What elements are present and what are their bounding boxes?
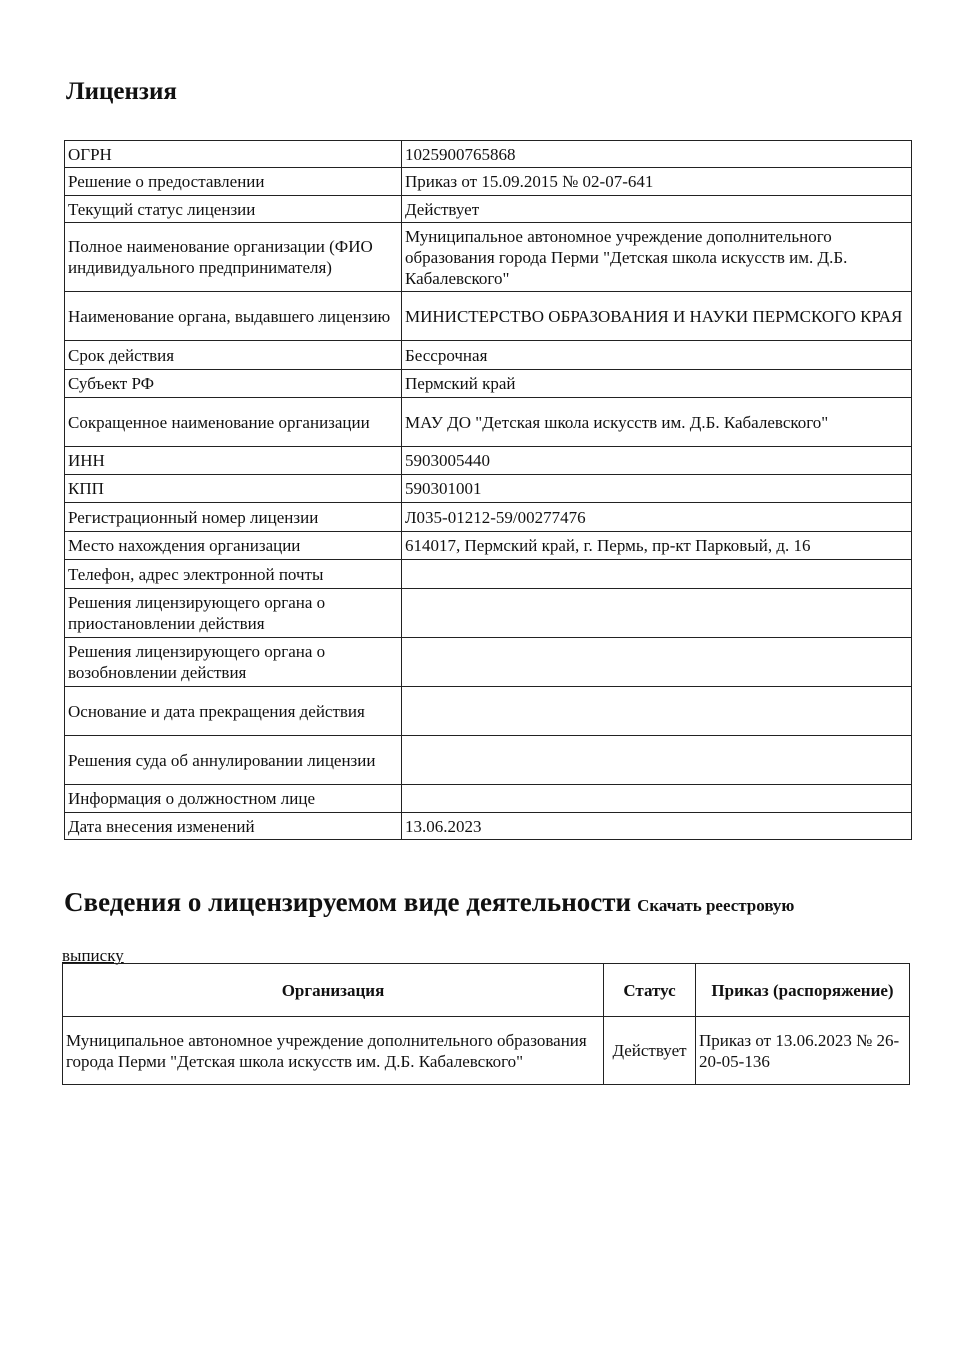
- license-row-label: Текущий статус лицензии: [65, 196, 402, 223]
- download-extract-link-continuation[interactable]: выписку: [62, 946, 124, 965]
- license-row-label: Субъект РФ: [65, 370, 402, 398]
- license-row: [65, 638, 912, 687]
- license-row-label: ИНН: [65, 447, 402, 475]
- license-row-label: Основание и дата прекращения действия: [65, 687, 402, 736]
- license-row-value: МИНИСТЕРСТВО ОБРАЗОВАНИЯ И НАУКИ ПЕРМСКОГО КРАЯ: [402, 292, 912, 341]
- license-row: [65, 141, 912, 168]
- license-row: [65, 560, 912, 589]
- license-row-value: 1025900765868: [402, 141, 912, 168]
- activity-section-heading: [64, 887, 794, 918]
- license-row-value: [402, 736, 912, 785]
- license-row-value: Приказ от 15.09.2015 № 02-07-641: [402, 168, 912, 196]
- column-header-order: Приказ (распоряжение): [696, 964, 910, 1017]
- license-row: [65, 398, 912, 447]
- license-row-label: Дата внесения изменений: [65, 813, 402, 840]
- license-row: [65, 292, 912, 341]
- license-row-label: Наименование органа, выдавшего лицензию: [65, 292, 402, 341]
- page-title: Лицензия: [66, 78, 177, 105]
- activity-table-body: [63, 1017, 910, 1085]
- license-row-value: [402, 638, 912, 687]
- license-row-label: Сокращенное наименование организации: [65, 398, 402, 447]
- license-row-value: 614017, Пермский край, г. Пермь, пр-кт Парковый, д. 16: [402, 532, 912, 560]
- license-row-label: Полное наименование организации (ФИО индивидуального предпринимателя): [65, 223, 402, 292]
- license-row: [65, 168, 912, 196]
- activity-heading-text: Сведения о лицензируемом виде деятельности: [64, 887, 632, 917]
- license-row-value: Муниципальное автономное учреждение дополнительного образования города Перми "Детская школа искусств им. Д.Б. Кабалевского": [402, 223, 912, 292]
- license-table-body: [65, 141, 912, 840]
- license-row-label: Решения лицензирующего органа о возобновлении действия: [65, 638, 402, 687]
- license-row: [65, 196, 912, 223]
- license-row: [65, 475, 912, 503]
- license-row-value: 13.06.2023: [402, 813, 912, 840]
- license-row-value: [402, 687, 912, 736]
- license-row: [65, 223, 912, 292]
- license-row-value: 590301001: [402, 475, 912, 503]
- license-row: [65, 785, 912, 813]
- activity-cell-order: Приказ от 13.06.2023 № 26-20-05-136: [696, 1017, 910, 1085]
- activity-header-row: [63, 964, 910, 1017]
- license-row: [65, 532, 912, 560]
- activity-table: [62, 963, 910, 1085]
- license-row-value: МАУ ДО "Детская школа искусств им. Д.Б. Кабалевского": [402, 398, 912, 447]
- license-row: [65, 503, 912, 532]
- license-row-label: Срок действия: [65, 341, 402, 370]
- license-row: [65, 370, 912, 398]
- license-row-label: Информация о должностном лице: [65, 785, 402, 813]
- download-extract-link[interactable]: Скачать реестровую: [637, 896, 795, 915]
- license-row-value: [402, 589, 912, 638]
- license-row-label: Место нахождения организации: [65, 532, 402, 560]
- license-row: [65, 687, 912, 736]
- license-row: [65, 736, 912, 785]
- license-row-value: Л035-01212-59/00277476: [402, 503, 912, 532]
- license-row-value: Действует: [402, 196, 912, 223]
- license-row: [65, 341, 912, 370]
- license-row: [65, 589, 912, 638]
- license-row-label: Решения лицензирующего органа о приостановлении действия: [65, 589, 402, 638]
- license-row-value: [402, 785, 912, 813]
- column-header-organization: Организация: [63, 964, 604, 1017]
- license-row-value: 5903005440: [402, 447, 912, 475]
- license-row-label: Решение о предоставлении: [65, 168, 402, 196]
- column-header-status: Статус: [604, 964, 696, 1017]
- license-row-label: Решения суда об аннулировании лицензии: [65, 736, 402, 785]
- license-row-label: ОГРН: [65, 141, 402, 168]
- activity-cell-organization: Муниципальное автономное учреждение дополнительного образования города Перми "Детская школа искусств им. Д.Б. Кабалевского": [63, 1017, 604, 1085]
- license-row-value: Бессрочная: [402, 341, 912, 370]
- license-row-value: [402, 560, 912, 589]
- license-row-label: Телефон, адрес электронной почты: [65, 560, 402, 589]
- license-row-value: Пермский край: [402, 370, 912, 398]
- activity-cell-status: Действует: [604, 1017, 696, 1085]
- license-row: [65, 813, 912, 840]
- license-table: [64, 140, 912, 840]
- license-row-label: КПП: [65, 475, 402, 503]
- license-row-label: Регистрационный номер лицензии: [65, 503, 402, 532]
- license-row: [65, 447, 912, 475]
- activity-row: [63, 1017, 910, 1085]
